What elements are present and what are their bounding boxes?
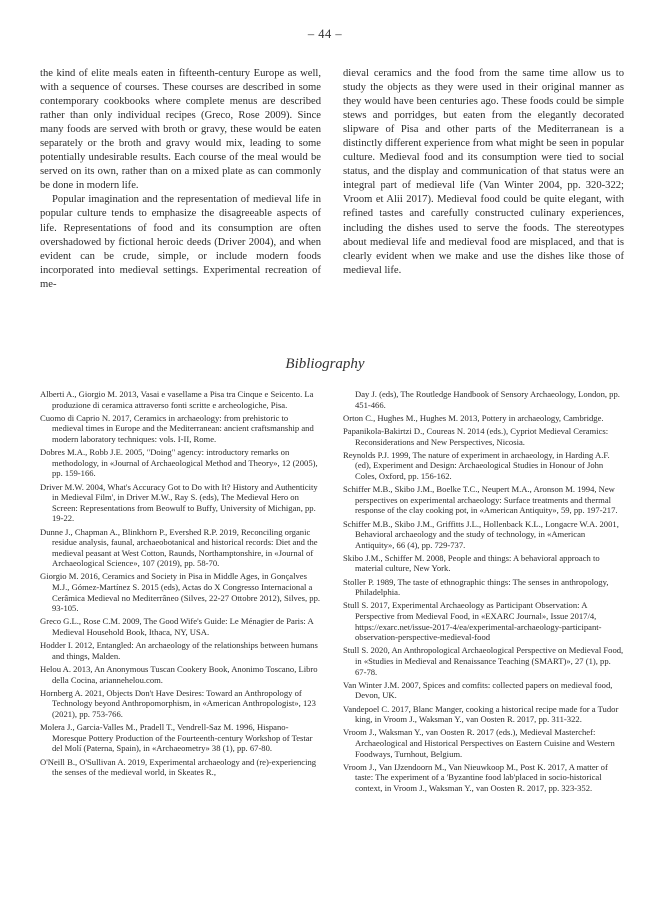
bibliography-entry: Orton C., Hughes M., Hughes M. 2013, Pottery in archaeology, Cambridge. (343, 412, 604, 423)
bibliography-entry: Skibo J.M., Schiffer M. 2008, People and things: A behavioral approach to material culture, New York. (343, 552, 600, 574)
bibliography-entry: Stoller P. 1989, The taste of ethnographic things: The senses in anthropology, Philadelphia. (343, 576, 609, 598)
body-paragraph: Popular imagination and the representation of medieval life in popular culture tends to emphasize the disagreeable aspects of life. Representations of food and its consumption are often overshadowed by fictional heroic deeds (Driver 2004), and when evident can be crude, simple, or include modern foods incorporated into medieval settings. Experimental recreation of me- (40, 194, 321, 290)
body-paragraph: dieval ceramics and the food from the same time allow us to study the objects as they were used in their original manner as they would have been centuries ago. These foods could be simple stews and porridges, but eaten from the elegantly decorated slipware of Pisa and other parts of the Mediterranean is a distinctly different experience from what might be seen in popular culture. Medieval food and its consumption were tied to social status, and the display and communication of that status were an integral part of medieval life (Van Winter 2004, pp. 320-322; Vroom et Alii 2017). Medieval food could be quite elegant, with refined tastes and carefully constructed culinary experiences, including the dishes used to serve the foods. The stereotypes about medieval life and medieval food are misplaced, and that is clearly evident when we make and use the dishes like those of medieval life. (343, 68, 624, 276)
bibliography-entry: Giorgio M. 2016, Ceramics and Society in Pisa in Middle Ages, in Gonçalves M.J., Gómez-Martínez S. 2015 (eds), Actas do X Congresso Internacional a Cerâmica Medieval no Mediterrâneo (Silves, 22-27 Ottobre 2012), Silves, pp. 93-105. (40, 571, 321, 614)
bibliography-entry: Day J. (eds), The Routledge Handbook of Sensory Archaeology, London, pp. 451-466. (355, 389, 620, 410)
bibliography-entry: Driver M.W. 2004, What's Accuracy Got to Do with It? History and Authenticity in Medieval Film', in Driver M.W., Ray S. (eds), The Medieval Hero on Screen: Representations from Beowulf to Buffy, University of Michigan, pp. 19-22. (40, 481, 318, 524)
bibliography-entry: Alberti A., Giorgio M. 2013, Vasai e vasellame a Pisa tra Cinque e Seicento. La produzione di ceramica attraverso fonti scritte e archeologiche, Pisa. (40, 389, 314, 410)
bibliography-title: Bibliography (285, 356, 365, 372)
bibliography-entry: Van Winter J.M. 2007, Spices and comfits: collected papers on medieval food, Devon, UK. (343, 679, 613, 701)
body-column-right (343, 67, 624, 292)
bibliography-entry: Reynolds P.J. 1999, The nature of experiment in archaeology, in Harding A.F. (ed), Experiment and Design: Archaeological Studies in Honour of John Coles, Oxford, pp. 156-162. (343, 449, 610, 481)
bibliography-column-left (40, 389, 321, 796)
body-column-left (40, 67, 321, 292)
bibliography-entry: Vandepoel C. 2017, Blanc Manger, cooking a historical recipe made for a Tudor king, in Vroom J., Waksman Y., van Oosten R. 2017, pp. 311-322. (343, 703, 619, 725)
bibliography-entry: Cuomo di Caprio N. 2017, Ceramics in archaeology: from prehistoric to medieval times in Europe and the Mediterranean: ancient craftsmanship and modern laboratory techniques: vols. I-II, Rome. (40, 412, 314, 444)
page-number: – 44 – (307, 27, 343, 41)
bibliography-entry: Greco G.L., Rose C.M. 2009, The Good Wife's Guide: Le Ménagier de Paris: A Medieval Household Book, Ithaca, NY, USA. (40, 616, 314, 638)
bibliography-entry: Stull S. 2020, An Anthropological Archaeological Perspective on Medieval Food, in «Studies in Medieval and Renaissance Teaching (SMART)», 27 (1), pp. 67-78. (343, 645, 624, 677)
body-paragraph: the kind of elite meals eaten in fifteenth-century Europe as well, with a sequence of courses. These courses are described in some contemporary cookbooks where complete menus are described rather than only individual recipes (Greco, Rose 2009). Since many foods are served with broth or gravy, these would be eaten separately or the broth and gravy would mix, leading to some potentially undesirable results. Each course of the meal would be served on its own, rather than on a mixed plate as can commonly be done in modern life. (40, 68, 321, 192)
bibliography-entry: Schiffer M.B., Skibo J.M., Boelke T.C., Neupert M.A., Aronson M. 1994, New perspectives on experimental archaeology: Surface treatments and thermal response of the clay cooking pot, in «American Antiquity», 59, pp. 197-217. (343, 484, 618, 516)
bibliography-entry: O'Neill B., O'Sullivan A. 2019, Experimental archaeology and (re)-experiencing the senses of the medieval world, in Skeates R., (40, 756, 317, 778)
bibliography-entry: Molera J., Garcia-Valles M., Pradell T., Vendrell-Saz M. 1996, Hispano-Moresque Pottery Production of the Fourteenth-century Workshop of Testar del Molí (Paterna, Spain), in «Archaeometry» 38 (1), pp. 67-80. (40, 722, 313, 754)
bibliography-entry: Dunne J., Chapman A., Blinkhorn P., Evershed R.P. 2019, Reconciling organic residue analysis, faunal, archaeobotanical and historical records: Diet and the medieval peasant at West Cotton, Raunds, Northamptonshire, in «Journal of Archaeological Science», 107 (2019), pp. 58-70. (40, 526, 318, 569)
body-text (40, 67, 624, 292)
bibliography-entry: Hornberg A. 2021, Objects Don't Have Desires: Toward an Anthropology of Technology beyond Anthropomorphism, in «American Anthropologist», 123 (2021), pp. 753-766. (40, 687, 316, 719)
bibliography-entry: Schiffer M.B., Skibo J.M., Griffitts J.L., Hollenback K.L., Longacre W.A. 2001, Behavioral archaeology and the study of technology, in «American Antiquity», 66 (4), pp. 729-737. (343, 518, 619, 550)
bibliography-entry: Vroom J., Waksman Y., van Oosten R. 2017 (eds.), Medieval Masterchef: Archaeological and Historical Perspectives on Eastern Cuisine and Western Foodways, Turnhout, Belgium. (343, 727, 615, 759)
bibliography-entry: Papanikola-Bakirtzi D., Coureas N. 2014 (eds.), Cypriot Medieval Ceramics: Reconsiderations and New Perspectives, Nicosia. (343, 425, 609, 447)
bibliography-entry: Hodder I. 2012, Entangled: An archaeology of the relationships between humans and things, Malden. (40, 640, 318, 661)
bibliography-entry: Dobres M.A., Robb J.E. 2005, "Doing" agency: introductory remarks on methodology, in «Journal of Archaeological Method and Theory», 12 (2005), pp. 159-166. (40, 447, 318, 479)
bibliography (40, 389, 624, 796)
bibliography-entry: Vroom J., Van IJzendoorn M., Van Nieuwkoop M., Post K. 2017, A matter of taste: The experiment of a 'Byzantine food lab'placed in socio-historical context, in Vroom J., Waksman Y., van Oosten R. 2017, pp. 323-352. (343, 761, 608, 793)
bibliography-column-right (343, 389, 624, 796)
bibliography-entry: Helou A. 2013, An Anonymous Tuscan Cookery Book, Anonimo Toscano, Libro della Cocina, ariannehelou.com. (40, 664, 318, 685)
bibliography-entry: Stull S. 2017, Experimental Archaeology as Participant Observation: A Perspective from Medieval Food, in «EXARC Journal», Issue 2017/4, https://exarc.net/issue-2017-4/ea/experimental-archaeology-participant-observation-perspective-medieval-food (343, 600, 602, 643)
